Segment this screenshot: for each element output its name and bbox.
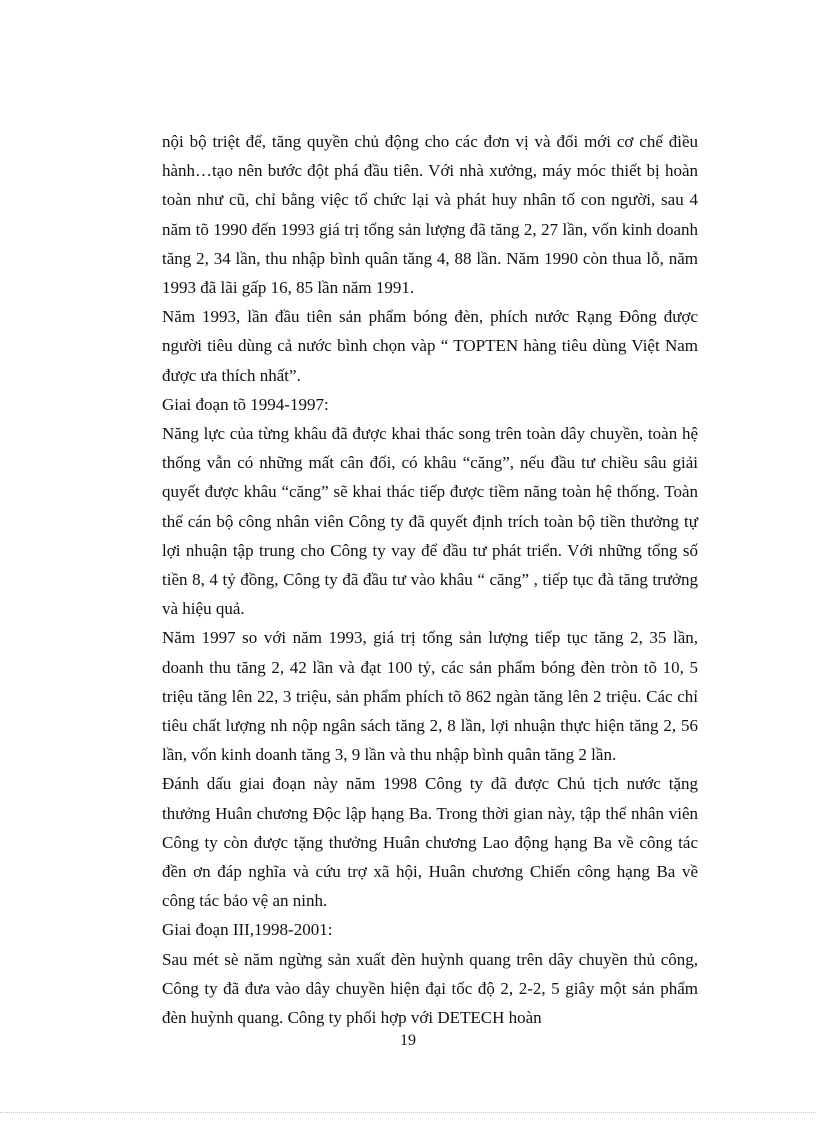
paragraph-reform-results: nội bộ triệt để, tăng quyền chủ động cho các đơn vị và đổi mới cơ chế điều hành…tạo nên bước đột phá đầu tiên. Với nhà xưởng, máy móc thiết bị hoàn toàn như cũ, chỉ bằng việc tổ chức lại và phát huy nhân tố con người, sau 4 năm tõ 1990 đến 1993 giá trị tổng sản lượng đã tăng 2, 27 lần, vốn kinh doanh tăng 2, 34 lần, thu nhập bình quân tăng 4, 88 lần. Năm 1990 còn thua lỗ, năm 1993 đã lãi gấp 16, 85 lần năm 1991. (162, 132, 698, 298)
paragraph-fluorescent-line: Sau mét sè năm ngừng sản xuất đèn huỳnh quang trên dây chuyền thủ công, Công ty đã đưa vào dây chuyền hiện đại tốc độ 2, 2-2, 5 giây một sản phẩm đèn huỳnh quang. Công ty phối hợp với DETECH hoàn (162, 949, 698, 1028)
paragraph-topten-1993: Năm 1993, lần đầu tiên sản phẩm bóng đèn, phích nước Rạng Đông được người tiêu dùng cả nước bình chọn vàp “ TOPTEN hàng tiêu dùng Việt Nam được ưa thích nhất”. (162, 307, 698, 385)
page-bottom-divider (0, 1112, 816, 1113)
paragraph-capacity-investment: Năng lực của từng khâu đã được khai thác song trên toàn dây chuyền, toàn hệ thống vẫn có những mất cân đối, có khâu “căng”, nếu đầu tư chiều sâu giải quyết được khâu “căng” sẽ khai thác tiếp được tiềm năng toàn hệ thống. Toàn thể cán bộ công nhân viên Công ty đã quyết định trích toàn bộ tiền thưởng tự lợi nhuận tập trung cho Công ty vay để đầu tư phát triển. Với những tổng số tiền 8, 4 tỷ đồng, Công ty đã đầu tư vào khâu “ căng” , tiếp tục đà tăng trưởng và hiệu quả. (162, 424, 698, 619)
page-number: 19 (400, 1032, 416, 1049)
paragraph-awards-1998: Đánh dấu giai đoạn này năm 1998 Công ty đã được Chủ tịch nước tặng thưởng Huân chương Độc lập hạng Ba. Trong thời gian này, tập thể nhân viên Công ty còn được tặng thưởng Huân chương Lao động hạng Ba về công tác đền ơn đáp nghĩa và cứu trợ xã hội, Huân chương Chiến công hạng Ba về công tác bảo vệ an ninh. (162, 774, 698, 911)
heading-period-iii-1998-2001: Giai đoạn III,1998-2001: (162, 920, 333, 940)
body-text (162, 127, 698, 1032)
heading-period-1994-1997: Giai đoạn tõ 1994-1997: (162, 394, 329, 414)
paragraph-1997-vs-1993: Năm 1997 so với năm 1993, giá trị tổng sản lượng tiếp tục tăng 2, 35 lần, doanh thu tăng 2, 42 lần và đạt 100 tỷ, các sản phẩm bóng đèn tròn tõ 10, 5 triệu tăng lên 22, 3 triệu, sản phẩm phích tõ 862 ngàn tăng lên 2 triệu. Các chỉ tiêu chất lượng nh nộp ngân sách tăng 2, 8 lần, lợi nhuận thực hiện tăng 2, 56 lần, vốn kinh doanh tăng 3, 9 lần và thu nhập bình quân tăng 2 lần. (162, 628, 698, 765)
